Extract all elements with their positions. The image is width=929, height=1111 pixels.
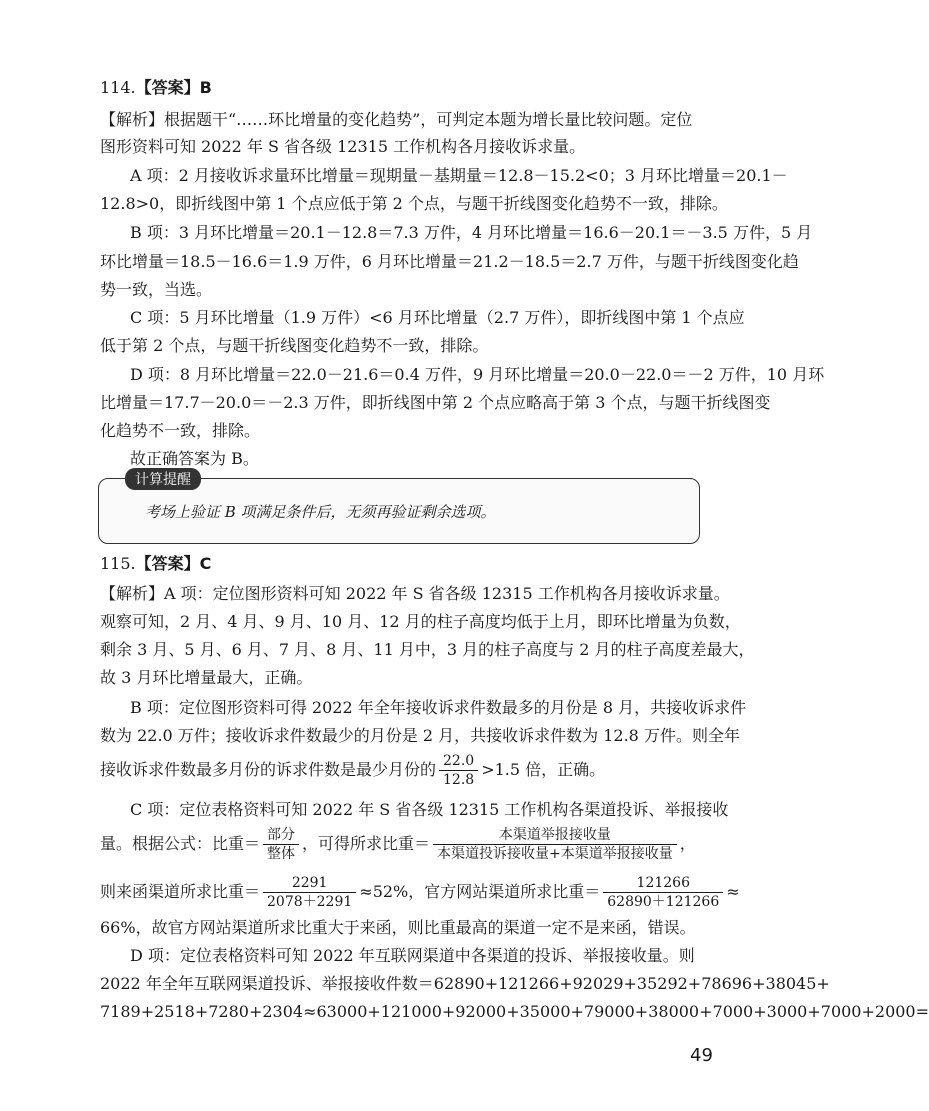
q114-line-6: 环比增量＝18.5－16.6＝1.9 万件，6 月环比增量＝21.2－18.5＝2.7 万件，与题干折线图变化趋: [100, 252, 799, 271]
c-line3-mid: ≈52%，官方网站渠道所求比重＝: [359, 882, 601, 901]
c-fraction-1: [263, 826, 299, 863]
c-line2-post: ，: [679, 834, 696, 853]
q114-line-7: 势一致，当选。: [100, 280, 213, 299]
q114-line-4: 12.8>0，即折线图中第 1 个点应低于第 2 个点，与题干折线图变化趋势不一致，排除。: [100, 194, 728, 213]
q115-number: 115.: [100, 554, 136, 573]
q115-heading: [100, 554, 211, 574]
c-frac1-den: 整体: [267, 846, 296, 862]
c-frac4-num: 121266: [603, 874, 723, 893]
q115-line-5: B 项：定位图形资料可得 2022 年全年接收诉求件数最多的月份是 8 月，共接收诉求件: [130, 698, 747, 717]
q115-c-ratio-line: [100, 874, 740, 911]
q115-line-6: 数为 22.0 万件；接收诉求件数最少的月份是 2 月，共接收诉求件数为 12.8 万件。则全年: [100, 726, 740, 745]
b-line-pre: 接收诉求件数最多月份的诉求件数是最少月份的: [100, 760, 437, 779]
q114-line-10: D 项：8 月环比增量＝22.0－21.6＝0.4 万件，9 月环比增量＝20.0－22.0＝－2 万件，10 月环: [130, 365, 825, 384]
c-fraction-3: [263, 874, 356, 911]
c-fraction-2: [433, 826, 677, 863]
q115-line-4: 故 3 月环比增量最大，正确。: [100, 668, 313, 687]
q115-line-2: 观察可知，2 月、4 月、9 月、10 月、12 月的柱子高度均低于上月，即环比增量为负数，: [100, 612, 741, 631]
page-number: 49: [690, 1045, 713, 1066]
q114-line-11: 比增量＝17.7－20.0＝－2.3 万件，即折线图中第 2 个点应略高于第 3 个点，与题干折线图变: [100, 393, 771, 412]
c-fraction-4: [603, 874, 723, 911]
q115-c-line-1: C 项：定位表格资料可知 2022 年 S 省各级 12315 工作机构各渠道投诉、举报接收: [130, 800, 729, 819]
b-fraction: [439, 752, 478, 789]
c-line3-pre: 则来函渠道所求比重＝: [100, 882, 261, 901]
q114-line-5: B 项：3 月环比增量＝20.1－12.8＝7.3 万件，4 月环比增量＝16.6－20.1＝－3.5 万件，5 月: [130, 223, 813, 242]
q115-line-1: 【解析】A 项：定位图形资料可知 2022 年 S 省各级 12315 工作机构各月接收诉求量。: [100, 584, 730, 603]
q115-line-3: 剩余 3 月、5 月、6 月、7 月、8 月、11 月中，3 月的柱子高度与 2 月的柱子高度差最大，: [100, 640, 755, 659]
q114-answer: 【答案】B: [135, 78, 212, 97]
q115-d-line-1: D 项：定位表格资料可知 2022 年互联网渠道中各渠道的投诉、举报接收量。则: [130, 946, 695, 965]
b-frac-num: 22.0: [439, 752, 478, 771]
c-frac2-den: 本渠道投诉接收量+本渠道举报接收量: [437, 846, 673, 862]
q115-c-formula-line: [100, 826, 696, 863]
q115-c-line-4: 66%，故官方网站渠道所求比重大于来函，则比重最高的渠道一定不是来函，错误。: [100, 918, 696, 937]
q114-line-2: 图形资料可知 2022 年 S 省各级 12315 工作机构各月接收诉求量。: [100, 137, 586, 156]
q114-number: 114.: [100, 78, 136, 97]
q114-line-12: 化趋势不一致，排除。: [100, 421, 261, 440]
tip-text: 考场上验证 B 项满足条件后，无须再验证剩余选项。: [145, 503, 496, 521]
q115-b-fraction-line: [100, 752, 605, 789]
q115-d-line-3: 7189+2518+7280+2304≈63000+121000+92000+35000+79000+38000+7000+3000+7000+2000=: [100, 1002, 929, 1021]
q115-answer: 【答案】C: [135, 554, 212, 573]
b-frac-den: 12.8: [443, 772, 475, 788]
b-line-post: >1.5 倍，正确。: [481, 760, 606, 779]
q114-conclusion: 故正确答案为 B。: [130, 449, 259, 468]
q115-d-line-2: 2022 年全年互联网渠道投诉、举报接收件数＝62890+121266+92029+35292+78696+38045+: [100, 974, 830, 993]
c-line2-pre: 量。根据公式：比重＝: [100, 834, 261, 853]
c-line2-mid: ，可得所求比重＝: [302, 834, 431, 853]
q114-line-8: C 项：5 月环比增量（1.9 万件）<6 月环比增量（2.7 万件），即折线图中第 1 个点应: [130, 308, 745, 327]
calculation-tip-box: [98, 472, 700, 544]
q114-heading: [100, 78, 212, 98]
c-frac4-den: 62890＋121266: [607, 894, 720, 910]
c-frac1-num: 部分: [263, 826, 299, 845]
c-frac2-num: 本渠道举报接收量: [433, 826, 677, 845]
q114-line-3: A 项：2 月接收诉求量环比增量＝现期量－基期量＝12.8－15.2<0；3 月环比增量＝20.1－: [130, 166, 788, 185]
q114-line-1: 【解析】根据题干“……环比增量的变化趋势”，可判定本题为增长量比较问题。定位: [100, 110, 693, 129]
c-frac3-num: 2291: [263, 874, 356, 893]
c-line3-post: ≈: [726, 882, 740, 901]
c-frac3-den: 2078＋2291: [267, 894, 353, 910]
q114-line-9: 低于第 2 个点，与题干折线图变化趋势不一致，排除。: [100, 336, 489, 355]
tip-label: 计算提醒: [125, 468, 201, 490]
